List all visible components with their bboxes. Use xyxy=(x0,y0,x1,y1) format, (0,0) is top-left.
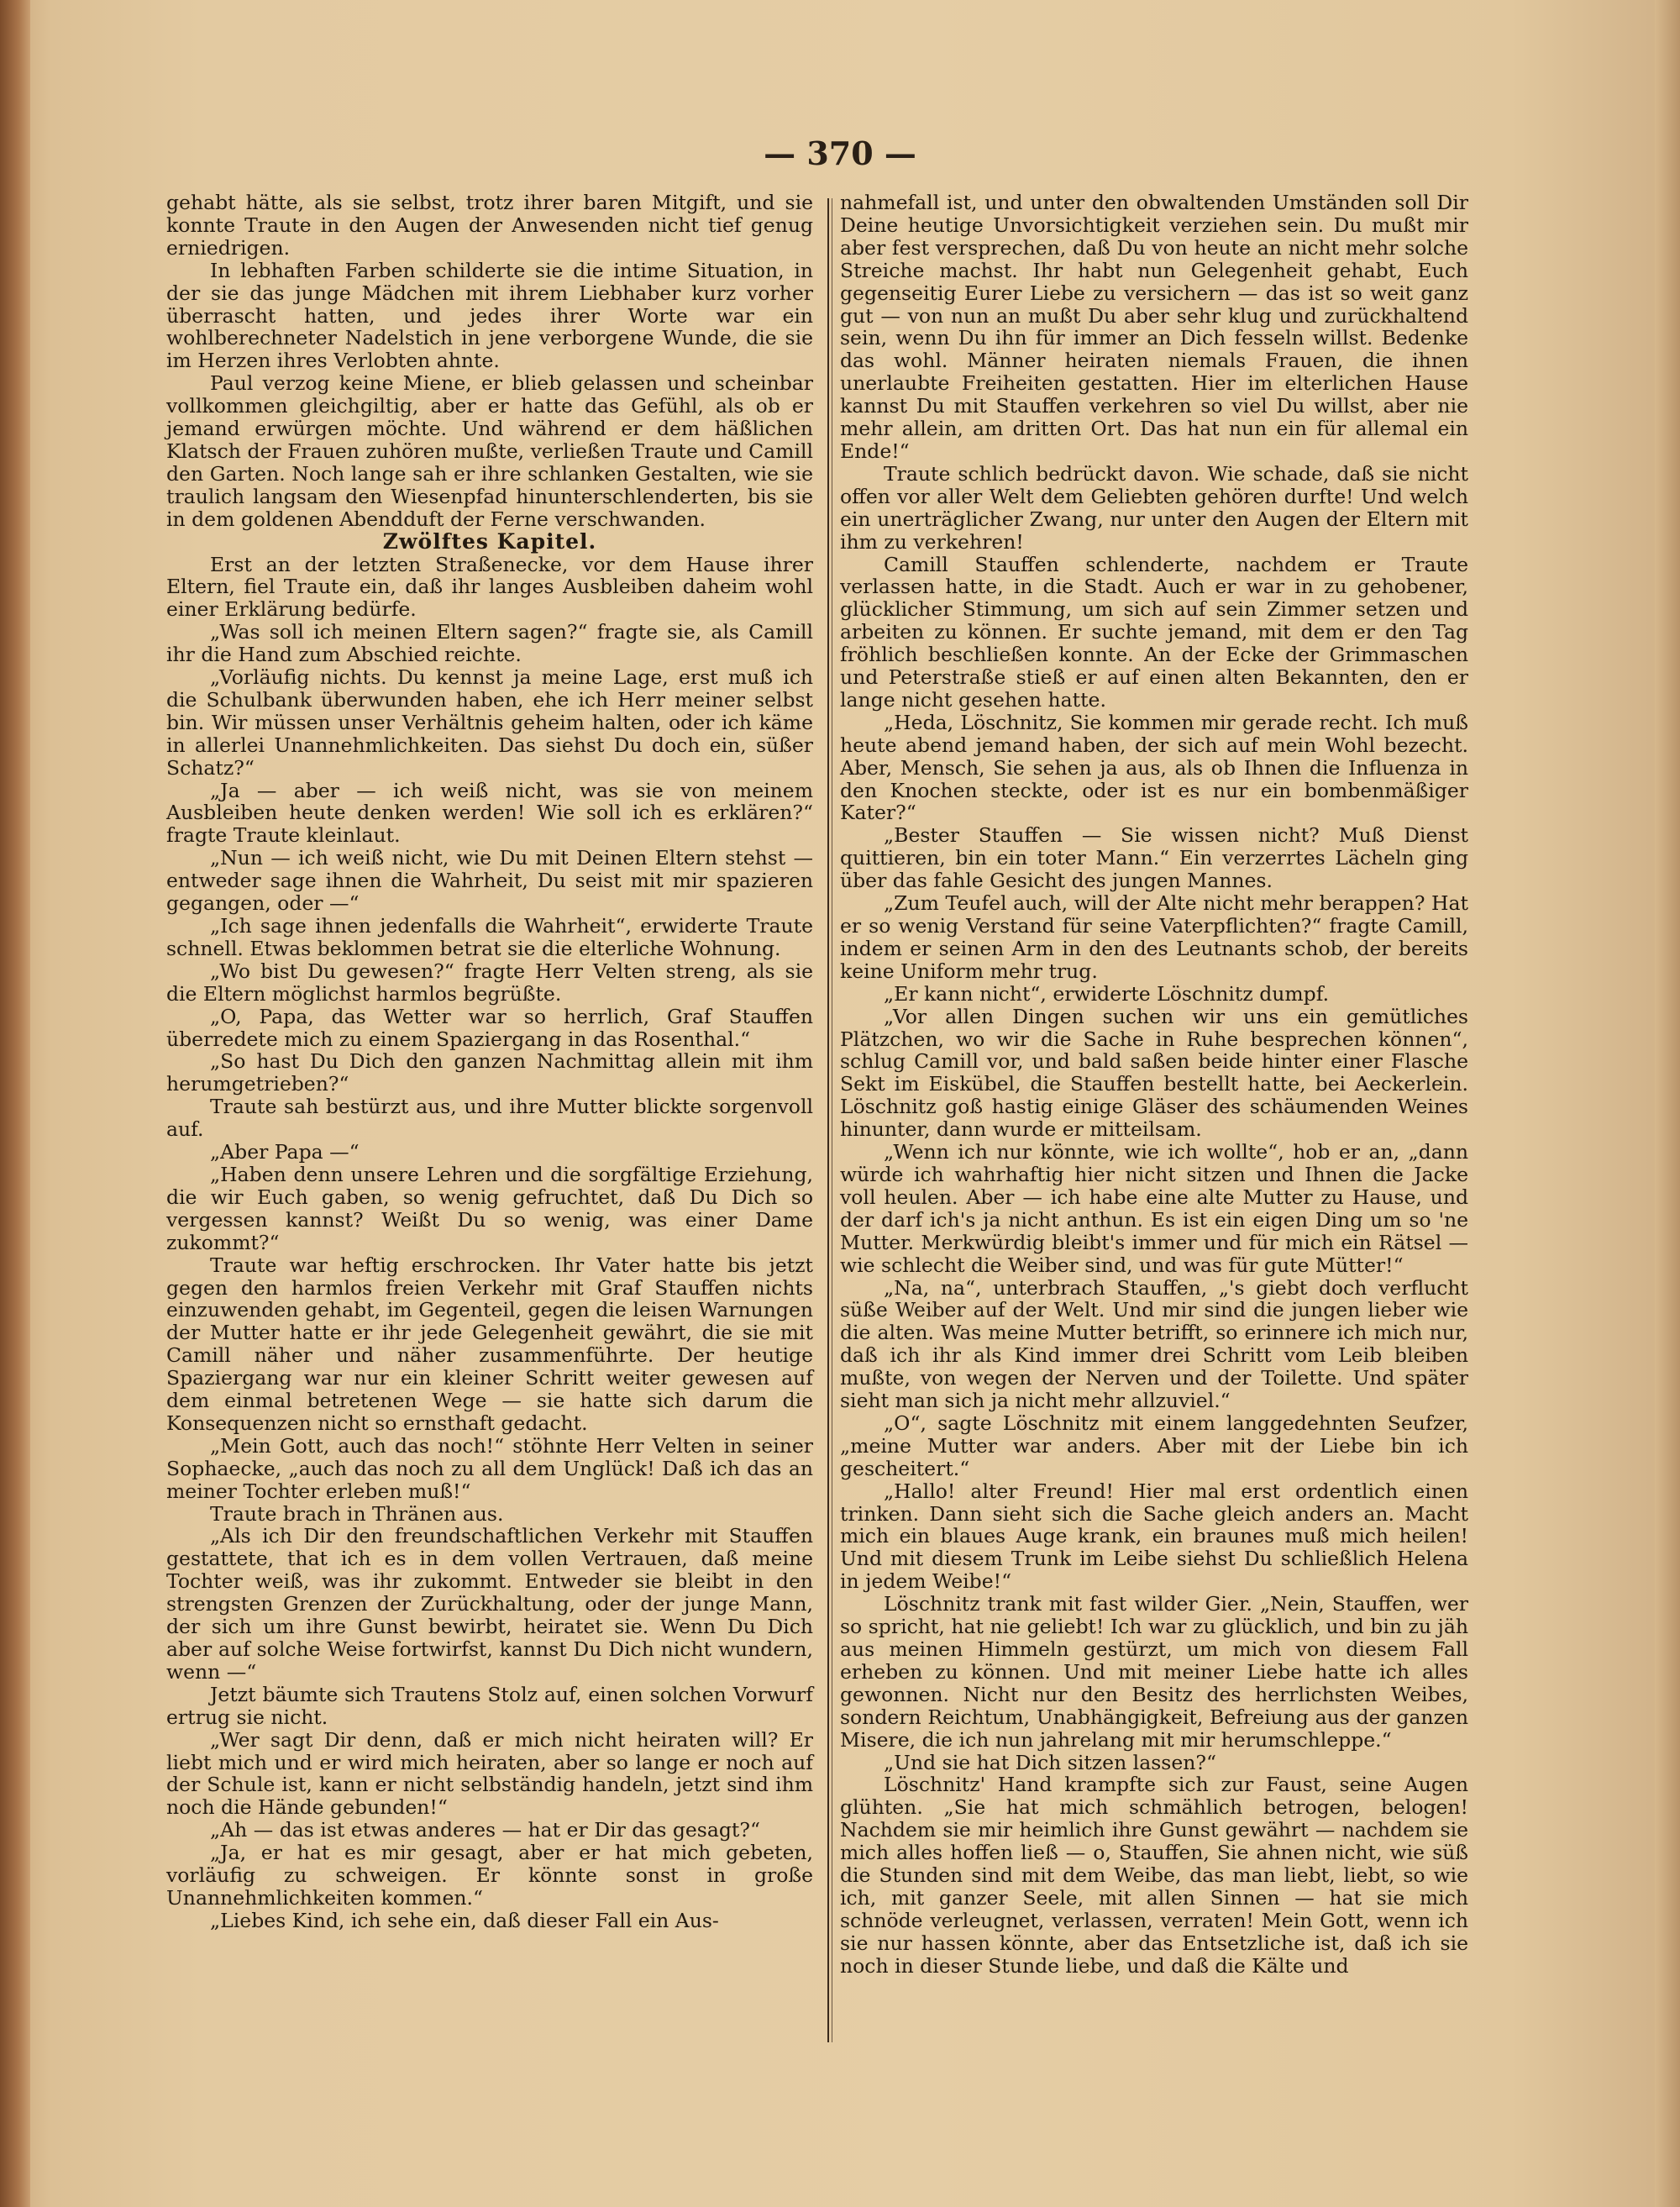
paragraph: „Na, na“, unterbrach Stauffen, „'s giebt doch verflucht süße Weiber auf der Welt. Und mir sind die jungen lieber wie die alten. Was meine Mutter betrifft, so erinnere ich mich nur, daß ich ihr als Kind immer drei Schritt vom Leib bleiben mußte, von wegen der Nerven und der Toilette. Und später sieht man sich ja nicht mehr allzuviel.“ xyxy=(840,1275,1468,1413)
paragraph: „Haben denn unsere Lehren und die sorgfältige Erziehung, die wir Euch gaben, so wenig gefruchtet, daß Du Dich so vergessen kannst? Weißt Du so wenig, was einer Dame zukommt?“ xyxy=(166,1162,813,1254)
paragraph: „Ja, er hat es mir gesagt, aber er hat mich gebeten, vorläufig zu schweigen. Er könnte sonst in große Unannehmlichkeiten kommen.“ xyxy=(166,1841,813,1910)
paragraph: Löschnitz trank mit fast wilder Gier. „Nein, Stauffen, wer so spricht, hat nie geliebt! Ich war zu glücklich, und bin zu jäh aus meinen Himmeln gestürzt, um mich von diesem Fall erheben zu können. Und mit meiner Liebe hatte ich alles gewonnen. Nicht nur den Besitz des herrlichsten Weibes, sondern Reichtum, Unabhängigkeit, Befreiung aus der ganzen Misere, die ich nun jahrelang mit mir herumschleppe.“ xyxy=(840,1592,1468,1752)
paragraph: „Vor allen Dingen suchen wir uns ein gemütliches Plätzchen, wo wir die Sache in Ruhe besprechen können“, schlug Camill vor, und bald saßen beide hinter einer Flasche Sekt im Eiskübel, die Stauffen bestellt hatte, bei Aeckerlein. Löschnitz goß hastig einige Gläser des schäumenden Weines hinunter, dann wurde er mitteilsam. xyxy=(840,1004,1468,1142)
paragraph: „Vorläufig nichts. Du kennst ja meine Lage, erst muß ich die Schulbank überwunden haben, ehe ich Herr meiner selbst bin. Wir müssen unser Verhältnis geheim halten, oder ich käme in allerlei Unannehmlichkeiten. Das siehst Du doch ein, süßer Schatz?“ xyxy=(166,665,813,780)
paragraph: „Wo bist Du gewesen?“ fragte Herr Velten streng, als sie die Eltern möglichst harmlos begrüßte. xyxy=(166,959,813,1006)
column-rule xyxy=(827,198,829,2042)
paragraph: „Was soll ich meinen Eltern sagen?“ fragte sie, als Camill ihr die Hand zum Abschied reichte. xyxy=(166,620,813,667)
paragraph: „Ja — aber — ich weiß nicht, was sie von meinem Ausbleiben heute denken werden! Wie soll ich es erklären?“ fragte Traute kleinlaut. xyxy=(166,778,813,848)
paragraph: Traute war heftig erschrocken. Ihr Vater hatte bis jetzt gegen den harmlos freien Verkehr mit Graf Stauffen nichts einzuwenden gehabt, im Gegenteil, gegen die leisen Warnungen der Mutter hatte er ihr jede Gelegenheit gewährt, die sie mit Camill näher und näher zusammenführte. Der heutige Spaziergang war nur ein kleiner Schritt weiter gewesen auf dem einmal betretenen Wege — sie hatte sich darum die Konsequenzen nicht so ernsthaft gedacht. xyxy=(166,1253,813,1435)
paragraph: Traute sah bestürzt aus, und ihre Mutter blickte sorgenvoll auf. xyxy=(166,1095,813,1142)
paragraph: Löschnitz' Hand krampfte sich zur Faust, seine Augen glühten. „Sie hat mich schmählich betrogen, belogen! Nachdem sie mir heimlich ihre Gunst gewährt — nachdem sie mich alles hoffen ließ — o, Stauffen, Sie ahnen nicht, wie süß die Stunden sind mit dem Weibe, das man liebt, liebt, so wie ich, mit ganzer Seele, mit allen Sinnen — hat sie mich schnöde verleugnet, verlassen, verraten! Mein Gott, wenn ich sie nur hassen könnte, aber das Entsetzliche ist, daß ich sie noch in dieser Stunde liebe, und daß die Kälte und xyxy=(840,1773,1468,1978)
page-number: — 370 — xyxy=(764,134,916,172)
paragraph: „Zum Teufel auch, will der Alte nicht mehr berappen? Hat er so wenig Verstand für seine Vaterpflichten?“ fragte Camill, indem er seinen Arm in den des Leutnants schob, der bereits keine Uniform mehr trug. xyxy=(840,891,1468,983)
paragraph: „Heda, Löschnitz, Sie kommen mir gerade recht. Ich muß heute abend jemand haben, der sich auf mein Wohl bezecht. Aber, Mensch, Sie sehen ja aus, als ob Ihnen die Influenza in den Knochen steckte, oder ist es nur ein bombenmäßiger Kater?“ xyxy=(840,710,1468,825)
chapter-heading: Zwölftes Kapitel. xyxy=(382,528,597,554)
paragraph: „Wer sagt Dir denn, daß er mich nicht heiraten will? Er liebt mich und er wird mich heiraten, aber so lange er noch auf der Schule ist, kann er nicht selbständig handeln, jetzt sind ihm noch die Hände gebunden!“ xyxy=(166,1727,813,1820)
paragraph: „So hast Du Dich den ganzen Nachmittag allein mit ihm herumgetrieben?“ xyxy=(166,1049,813,1096)
paragraph: Jetzt bäumte sich Trautens Stolz auf, einen solchen Vorwurf ertrug sie nicht. xyxy=(166,1682,813,1729)
paragraph: „Wenn ich nur könnte, wie ich wollte“, hob er an, „dann würde ich wahrhaftig hier nicht sitzen und Ihnen die Jacke voll heulen. Aber — ich habe eine alte Mutter zu Hause, und der darf ich's ja nicht anthun. Es ist ein eigen Ding um so 'ne Mutter. Merkwürdig bleibt's immer und für mich ein Rätsel — wie schlecht die Weiber sind, und was für gute Mütter!“ xyxy=(840,1140,1468,1277)
paragraph: „Bester Stauffen — Sie wissen nicht? Muß Dienst quittieren, bin ein toter Mann.“ Ein verzerrtes Lächeln ging über das fahle Gesicht des jungen Mannes. xyxy=(840,823,1468,893)
paragraph: „Und sie hat Dich sitzen lassen?“ xyxy=(884,1750,1216,1774)
paragraph: „Nun — ich weiß nicht, wie Du mit Deinen Eltern stehst — entweder sage ihnen die Wahrheit, Du seist mit mir spazieren gegangen, oder —“ xyxy=(166,846,813,916)
paragraph: Camill Stauffen schlenderte, nachdem er Traute verlassen hatte, in die Stadt. Auch er war in zu gehobener, glücklicher Stimmung, um sich auf sein Zimmer setzen und arbeiten zu können. Er suchte jemand, mit dem er den Tag fröhlich beschließen konnte. An der Ecke der Grimmaschen und Peterstraße stieß er auf einen alten Bekannten, den er lange nicht gesehen hatte. xyxy=(840,552,1468,712)
right-column xyxy=(840,192,1468,1978)
paragraph: „Er kann nicht“, erwiderte Löschnitz dumpf. xyxy=(884,981,1330,1006)
paragraph: In lebhaften Farben schilderte sie die intime Situation, in der sie das junge Mädchen mit ihrem Liebhaber kurz vorher überrascht hatten, und jedes ihrer Worte war ein wohlberechneter Nadelstich in jene verborgene Wunde, die sie im Herzen ihres Verlobten ahnte. xyxy=(166,258,813,373)
paragraph: „Aber Papa —“ xyxy=(210,1140,360,1164)
paragraph: nahmefall ist, und unter den obwaltenden Umständen soll Dir Deine heutige Unvorsichtigkeit verziehen sein. Du mußt mir aber fest versprechen, daß Du von heute an nicht mehr solche Streiche machst. Ihr habt nun Gelegenheit gehabt, Euch gegenseitig Eurer Liebe zu versichern — das ist so weit ganz gut — von nun an mußt Du aber sehr klug und zurückhaltend sein, wenn Du ihn für immer an Dich fesseln willst. Bedenke das wohl. Männer heiraten niemals Frauen, die ihnen unerlaubte Freiheiten gestatten. Hier im elterlichen Hause kannst Du mit Stauffen verkehren so viel Du willst, aber nie mehr allein, am dritten Ort. Das hat nun ein für allemal ein Ende!“ xyxy=(840,191,1468,463)
paragraph: „O, Papa, das Wetter war so herrlich, Graf Stauffen überredete mich zu einem Spaziergang in das Rosenthal.“ xyxy=(166,1004,813,1051)
paragraph: „O“, sagte Löschnitz mit einem langgedehnten Seufzer, „meine Mutter war anders. Aber mit der Liebe bin ich gescheitert.“ xyxy=(840,1411,1468,1480)
page-edge xyxy=(1655,0,1680,2207)
paragraph: „Hallo! alter Freund! Hier mal erst ordentlich einen trinken. Dann sieht sich die Sache gleich anders an. Macht mich ein blaues Auge krank, ein braunes muß mich heilen! Und mit diesem Trunk im Leibe siehst Du schließlich Helena in jedem Weibe!“ xyxy=(840,1479,1468,1594)
paragraph: Traute schlich bedrückt davon. Wie schade, daß sie nicht offen vor aller Welt dem Geliebten gehören durfte! Und welch ein unerträglicher Zwang, nur unter den Augen der Eltern mit ihm zu verkehren! xyxy=(840,461,1468,554)
paragraph: „Liebes Kind, ich sehe ein, daß dieser Fall ein Aus- xyxy=(210,1908,719,1932)
paragraph: „Ah — das ist etwas anderes — hat er Dir das gesagt?“ xyxy=(210,1818,760,1842)
left-column xyxy=(166,192,813,1932)
paragraph: „Ich sage ihnen jedenfalls die Wahrheit“, erwiderte Traute schnell. Etwas beklommen betrat sie die elterliche Wohnung. xyxy=(166,914,813,960)
paragraph: „Mein Gott, auch das noch!“ stöhnte Herr Velten in seiner Sophaecke, „auch das noch zu all dem Unglück! Daß ich das an meiner Tochter erleben muß!“ xyxy=(166,1433,813,1503)
paragraph: gehabt hätte, als sie selbst, trotz ihrer baren Mitgift, und sie konnte Traute in den Augen der Anwesenden nicht tief genug erniedrigen. xyxy=(166,191,813,260)
paragraph: Paul verzog keine Miene, er blieb gelassen und scheinbar vollkommen gleichgiltig, aber er hatte das Gefühl, als ob er jemand erwürgen möchte. Und während er dem häßlichen Klatsch der Frauen zuhören mußte, verließen Traute und Camill den Garten. Noch lange sah er ihre schlanken Gestalten, wie sie traulich langsam den Wiesenpfad hinunterschlenderten, bis sie in dem goldenen Abendduft der Ferne verschwanden. xyxy=(166,371,813,531)
paragraph: Traute brach in Thränen aus. xyxy=(210,1501,504,1526)
book-spine xyxy=(0,0,30,2207)
paragraph: „Als ich Dir den freundschaftlichen Verkehr mit Stauffen gestattete, that ich es in dem vollen Vertrauen, daß meine Tochter weiß, was ihr zukommt. Entweder sie bleibt in den strengsten Grenzen der Zurückhaltung, oder der junge Mann, der sich um ihre Gunst bewirbt, heiratet sie. Wenn Du Dich aber auf solche Weise fortwirfst, kannst Du Dich nicht wundern, wenn —“ xyxy=(166,1524,813,1684)
paragraph: Erst an der letzten Straßenecke, vor dem Hause ihrer Eltern, fiel Traute ein, daß ihr langes Ausbleiben daheim wohl einer Erklärung bedürfe. xyxy=(166,552,813,622)
